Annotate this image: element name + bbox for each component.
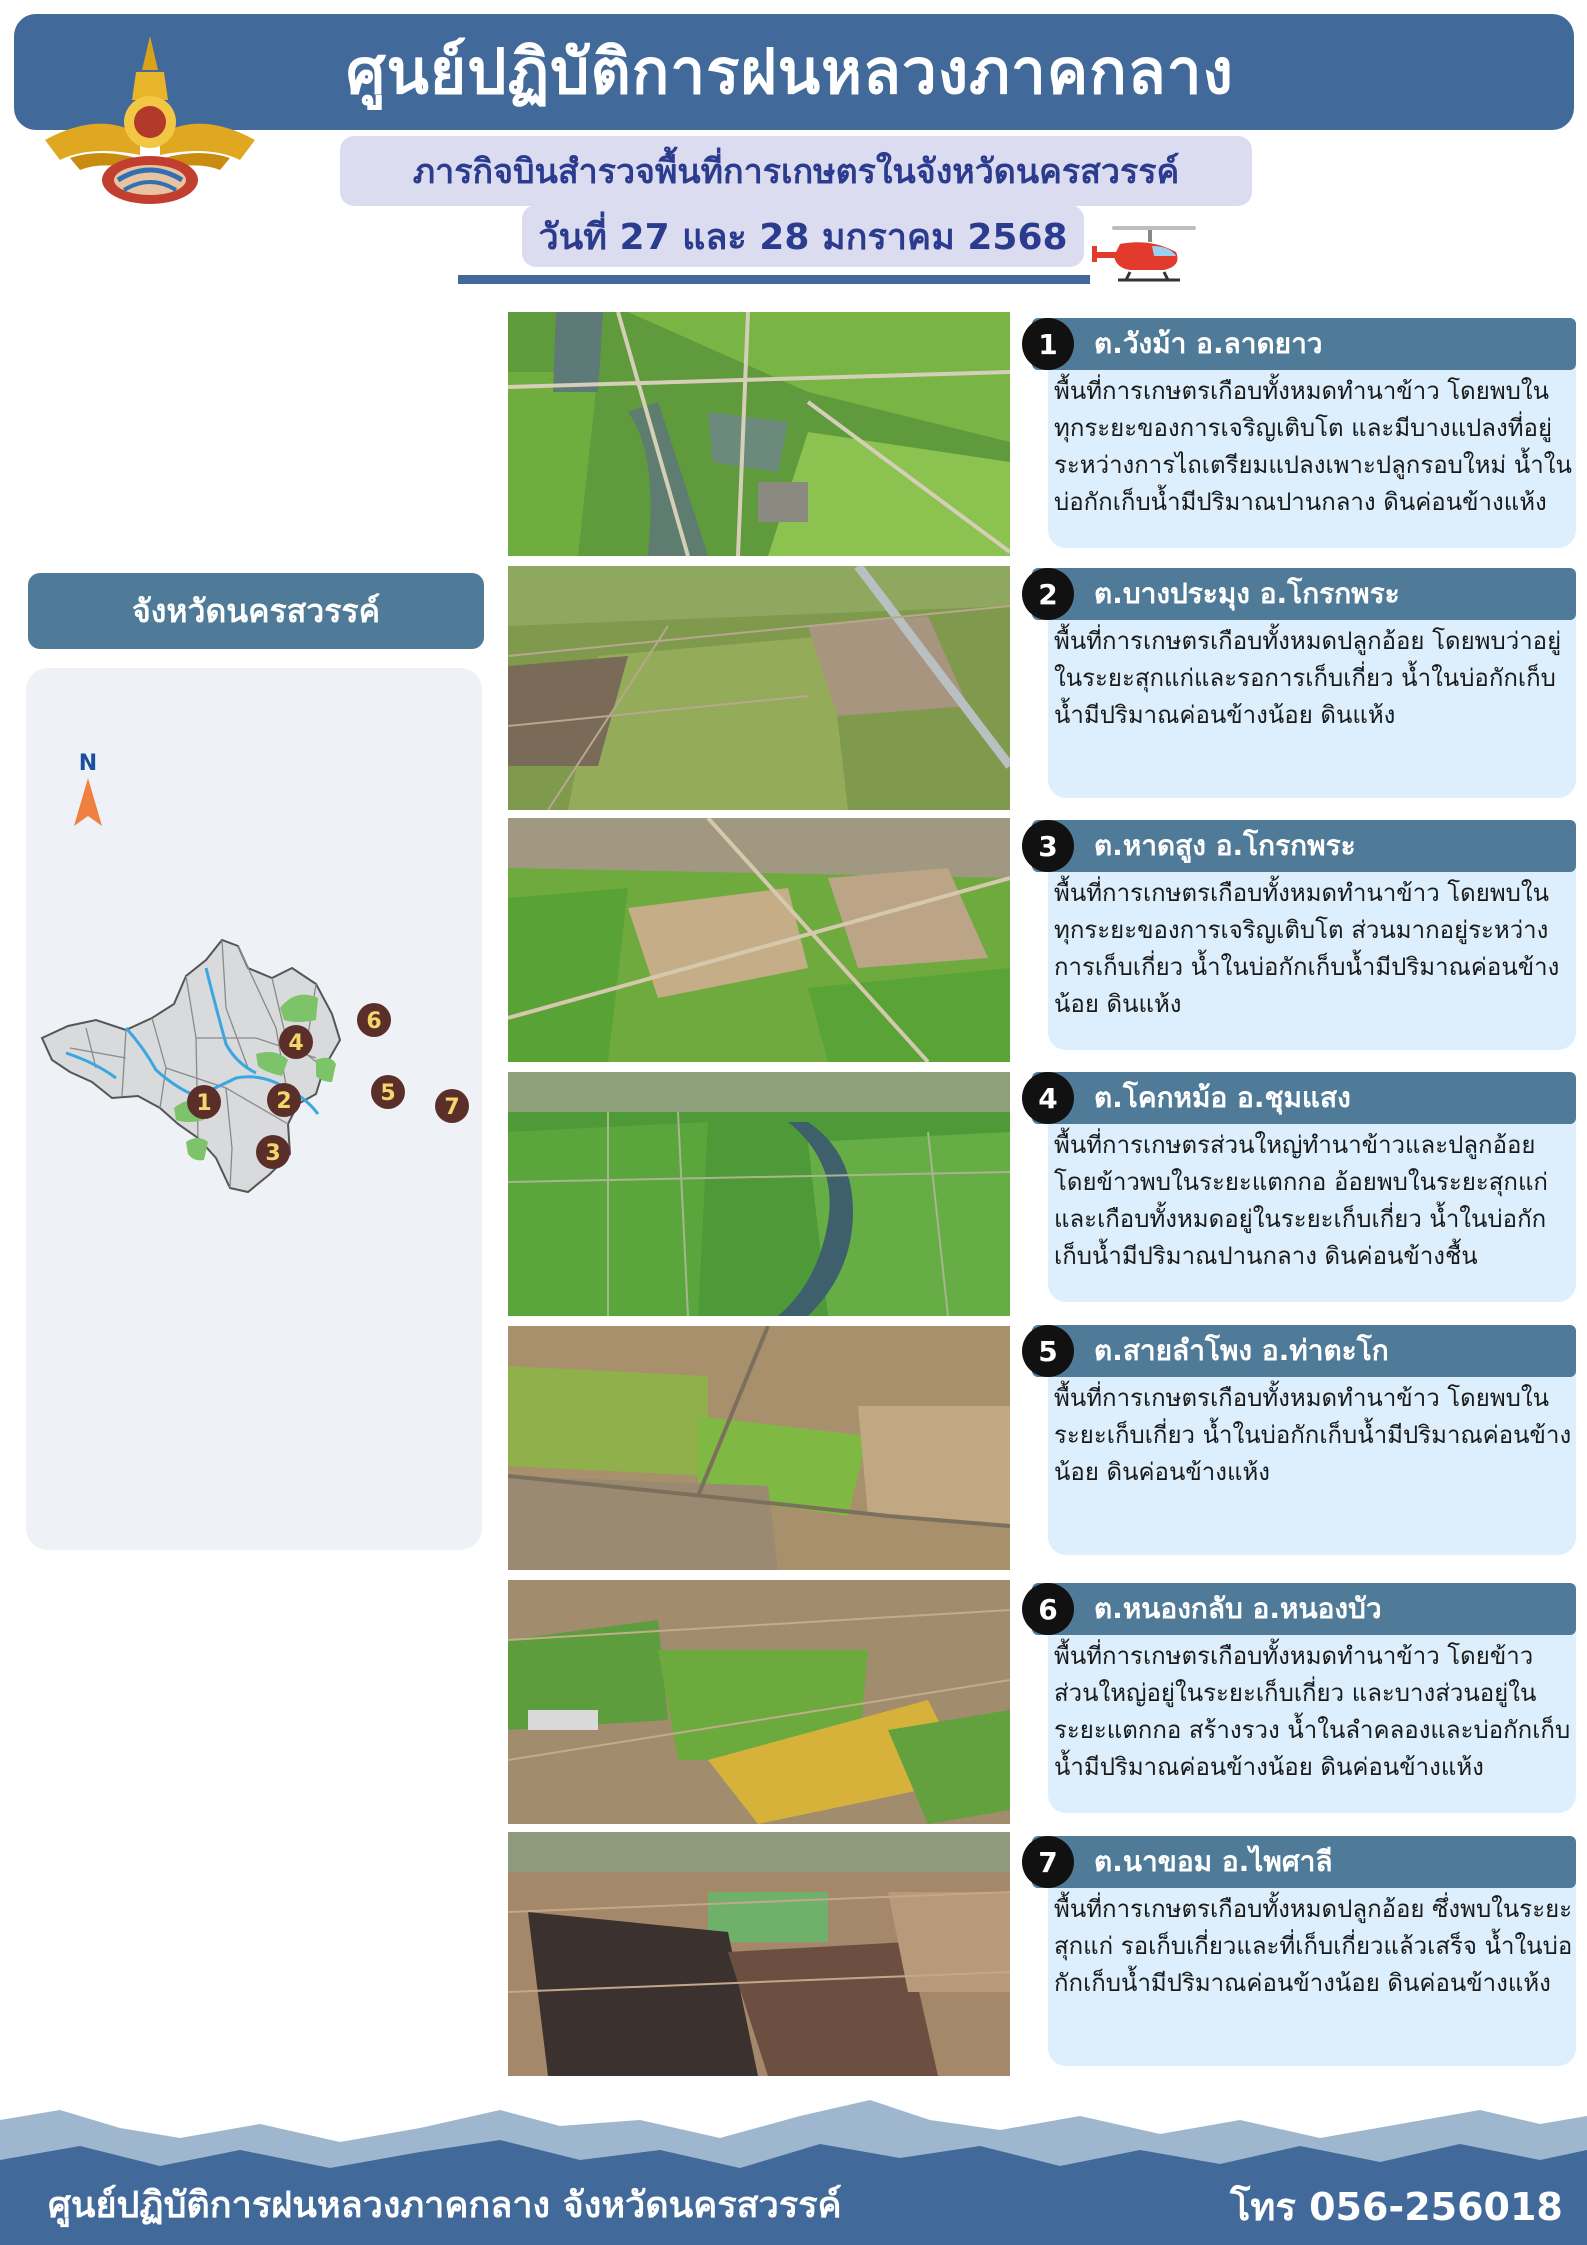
svg-text:5: 5 <box>380 1081 396 1106</box>
aerial-photo-7 <box>508 1832 1010 2076</box>
svg-text:3: 3 <box>265 1141 281 1166</box>
north-arrow-icon <box>74 778 102 826</box>
north-label: N <box>78 751 98 776</box>
svg-text:2: 2 <box>276 1089 292 1114</box>
footer-phone: โทร 056-256018 <box>1230 2185 1563 2229</box>
aerial-photo-2 <box>508 566 1010 810</box>
map-marker-7 <box>435 1089 469 1123</box>
site-number: 3 <box>1022 820 1074 872</box>
site-description: พื้นที่การเกษตรเกือบทั้งหมดทำนาข้าว โดยข้าวส่วนใหญ่อยู่ในระยะเก็บเกี่ยว และบางส่วนอยู่ในระยะแตกกอ สร้างรวง น้ำในลำคลองและบ่อกักเก็บน้ำมีปริมาณค่อนข้างน้อย ดินค่อนข้างแห้ง <box>1054 1642 1571 1781</box>
site-number: 4 <box>1022 1072 1074 1124</box>
site-description: พื้นที่การเกษตรเกือบทั้งหมดทำนาข้าว โดยพบในทุกระยะของการเจริญเติบโต ส่วนมากอยู่ระหว่างการเก็บเกี่ยว น้ำในบ่อกักเก็บน้ำมีปริมาณค่อนข้างน้อย ดินแห้ง <box>1054 879 1560 1018</box>
aerial-photo-3 <box>508 818 1010 1062</box>
footer-organization: ศูนย์ปฏิบัติการฝนหลวงภาคกลาง จังหวัดนครสวรรค์ <box>48 2185 842 2226</box>
site-location: ต.บางประมุง อ.โกรกพระ <box>1032 568 1576 620</box>
site-location: ต.หนองกลับ อ.หนองบัว <box>1032 1583 1576 1635</box>
site-location: ต.นาขอม อ.ไพศาลี <box>1032 1836 1576 1888</box>
site-description: พื้นที่การเกษตรเกือบทั้งหมดปลูกอ้อย ซึ่งพบในระยะสุกแก่ รอเก็บเกี่ยวและที่เก็บเกี่ยวแล้วเสร็จ น้ำในบ่อกักเก็บน้ำมีปริมาณค่อนข้างน้อย ดินค่อนข้างแห้ง <box>1054 1895 1573 1997</box>
map-marker-5 <box>371 1075 405 1109</box>
site-location: ต.วังม้า อ.ลาดยาว <box>1032 318 1576 370</box>
site-description: พื้นที่การเกษตรเกือบทั้งหมดปลูกอ้อย โดยพบว่าอยู่ในระยะสุกแก่และรอการเก็บเกี่ยว น้ำในบ่อกักเก็บน้ำมีปริมาณค่อนข้างน้อย ดินแห้ง <box>1054 627 1562 729</box>
map-marker-4 <box>279 1025 313 1059</box>
map-marker-3 <box>256 1135 290 1169</box>
map-marker-2 <box>267 1083 301 1117</box>
map-marker-6 <box>357 1003 391 1037</box>
site-location: ต.สายลำโพง อ.ท่าตะโก <box>1032 1325 1576 1377</box>
site-number: 7 <box>1022 1836 1074 1888</box>
aerial-photo-5 <box>508 1326 1010 1570</box>
mission-date: วันที่ 27 และ 28 มกราคม 2568 <box>522 205 1084 267</box>
site-location: ต.โคกหม้อ อ.ชุมแสง <box>1032 1072 1576 1124</box>
aerial-photo-6 <box>508 1580 1010 1824</box>
svg-text:6: 6 <box>366 1009 382 1034</box>
site-location: ต.หาดสูง อ.โกรกพระ <box>1032 820 1576 872</box>
site-number: 1 <box>1022 318 1074 370</box>
aerial-photo-1 <box>508 312 1010 556</box>
province-map <box>26 668 482 1550</box>
mission-subtitle: ภารกิจบินสำรวจพื้นที่การเกษตรในจังหวัดนครสวรรค์ <box>340 136 1252 206</box>
svg-text:7: 7 <box>444 1095 460 1120</box>
site-description: พื้นที่การเกษตรเกือบทั้งหมดทำนาข้าว โดยพบในทุกระยะของการเจริญเติบโต และมีบางแปลงที่อยู่ระหว่างการไถเตรียมแปลงเพาะปลูกรอบใหม่ น้ำในบ่อกักเก็บน้ำมีปริมาณปานกลาง ดินค่อนข้างแห้ง <box>1054 377 1572 516</box>
site-number: 5 <box>1022 1325 1074 1377</box>
site-description: พื้นที่การเกษตรส่วนใหญ่ทำนาข้าวและปลูกอ้อย โดยข้าวพบในระยะแตกกอ อ้อยพบในระยะสุกแก่และเกือบทั้งหมดอยู่ในระยะเก็บเกี่ยว น้ำในบ่อกักเก็บน้ำมีปริมาณปานกลาง ดินค่อนข้างชื้น <box>1054 1131 1548 1270</box>
map-marker-1 <box>187 1085 221 1119</box>
page-title: ศูนย์ปฏิบัติการฝนหลวงภาคกลาง <box>346 35 1234 108</box>
province-label: จังหวัดนครสวรรค์ <box>28 573 484 649</box>
royal-rainmaking-emblem-icon <box>40 30 260 215</box>
svg-text:1: 1 <box>196 1091 212 1116</box>
svg-text:4: 4 <box>288 1031 304 1056</box>
site-number: 6 <box>1022 1583 1074 1635</box>
helicopter-icon <box>1090 222 1200 288</box>
site-description: พื้นที่การเกษตรเกือบทั้งหมดทำนาข้าว โดยพบในระยะเก็บเกี่ยว น้ำในบ่อกักเก็บน้ำมีปริมาณค่อนข้างน้อย ดินค่อนข้างแห้ง <box>1054 1384 1572 1486</box>
header-divider <box>458 275 1090 284</box>
site-number: 2 <box>1022 568 1074 620</box>
aerial-photo-4 <box>508 1072 1010 1316</box>
